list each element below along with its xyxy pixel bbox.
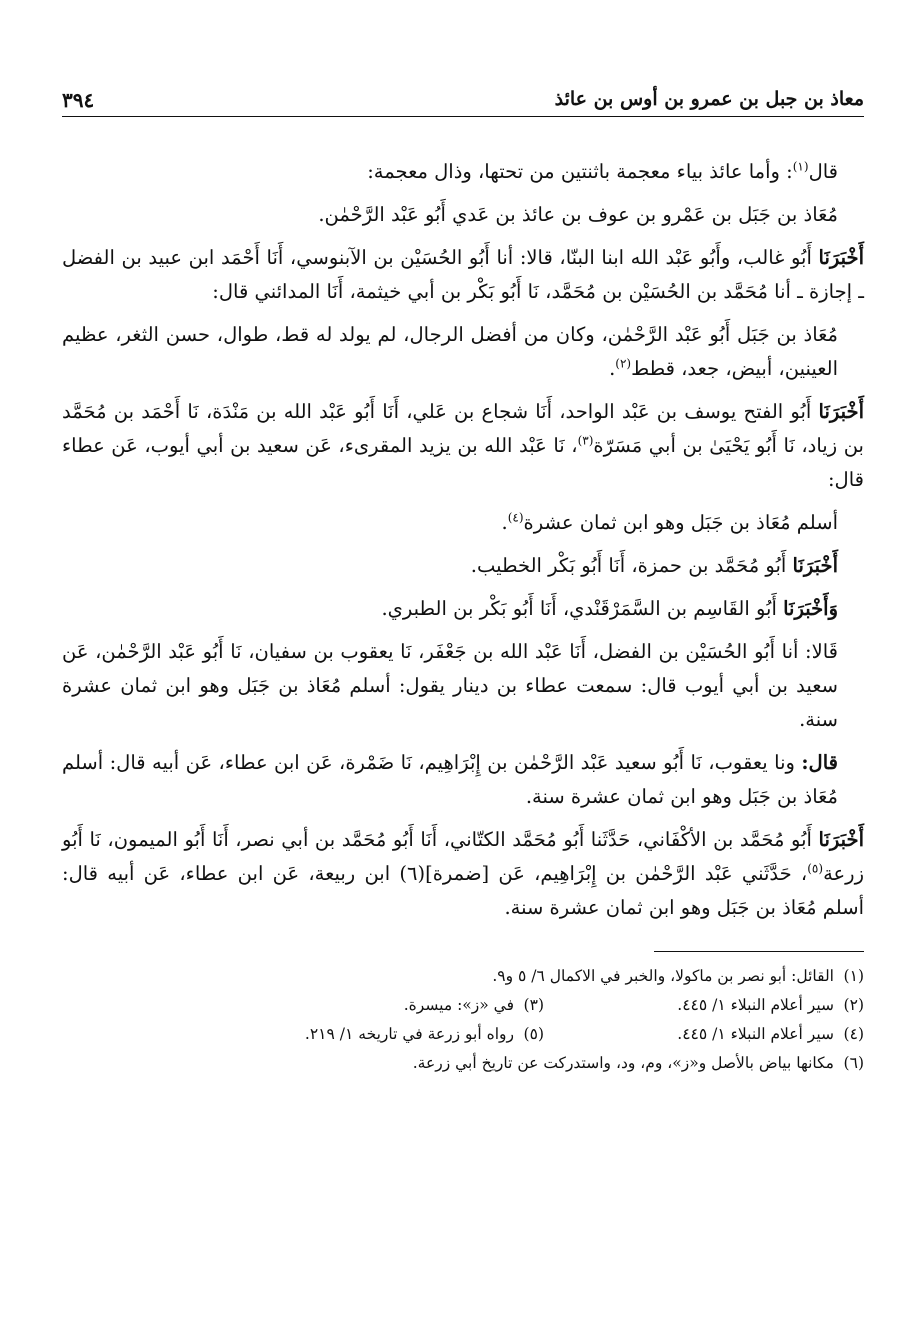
- footnote-row: [62, 1049, 864, 1078]
- main-text: [62, 155, 864, 925]
- paragraph: مُعَاذ بن جَبَل بن عَمْرو بن عوف بن عائذ بن عَدي أَبُو عَبْد الرَّحْمٰن.: [318, 203, 838, 226]
- footnote: (٥)رواه أبو زرعة في تاريخه ١/ ٢١٩.: [304, 1025, 544, 1043]
- page-number: ٣٩٤: [62, 88, 95, 112]
- isnad-keyword: أَخْبَرَنَا: [792, 554, 838, 577]
- footnote: (٢)سير أعلام النبلاء ١/ ٤٤٥.: [677, 996, 864, 1014]
- footnote: (٦)مكانها بياض بالأصل و«ز»، وم، ود، واستدركت عن تاريخ أبي زرعة.: [412, 1054, 864, 1072]
- footnote: (٤)سير أعلام النبلاء ١/ ٤٤٥.: [677, 1025, 864, 1043]
- isnad-keyword: أَخْبَرَنَا: [818, 246, 864, 269]
- paragraph: قَالا: أنا أَبُو الحُسَيْن بن الفضل، أَنَا عَبْد الله بن جَعْفَر، نَا يعقوب بن سفيان، نَا أَبُو عَبْد الرَّحْمٰن، عَن سعيد بن أبي أيوب قال: سمعت عطاء بن دينار يقول: أسلم مُعَاذ بن جَبَل وهو ابن ثمان عشرة سنة.: [62, 640, 838, 731]
- running-header: [62, 84, 864, 117]
- footnote: (١)القائل: أبو نصر بن ماكولا، والخبر في الاكمال ٦/ ٥ و٩.: [492, 967, 864, 985]
- isnad-keyword: أَخْبَرَنَا: [818, 828, 864, 851]
- paragraph: قال: ونا يعقوب، نَا أَبُو سعيد عَبْد الرَّحْمٰن بن إِبْرَاهِيم، نَا ضَمْرة، عَن ابن عطاء، عَن أبيه قال: أسلم مُعَاذ بن جَبَل وهو ابن ثمان عشرة سنة.: [62, 751, 838, 808]
- paragraph: أَخْبَرَنَا أَبُو مُحَمَّد بن الأكْفَاني، حَدَّثَنا أَبُو مُحَمَّد الكتّاني، أَنَا أَبُو مُحَمَّد بن أبي نصر، أَنَا أَبُو الميمون، نَا أَبُو زرعة$^{(٥)}$، حَدَّثَني عَبْد الرَّحْمٰن بن إِبْرَاهِيم، عَن [ضمرة](٦) ابن ربيعة، عَن ابن عطاء، عَن أبيه قال: أسلم مُعَاذ بن جَبَل وهو ابن ثمان عشرة سنة.: [62, 828, 864, 919]
- isnad-keyword: وَأَخْبَرَنَا: [783, 597, 838, 620]
- footnotes: [62, 962, 864, 1078]
- paragraph: أَخْبَرَنَا أَبُو الفتح يوسف بن عَبْد الواحد، أَنَا شجاع بن عَلي، أَنَا أَبُو عَبْد الله بن مَنْدَة، نَا أَحْمَد بن مُحَمَّد بن زياد، نَا أَبُو يَحْيَىٰ بن أبي مَسَرّة$^{(٣)}$، نَا عَبْد الله بن يزيد المقرىء، عَن سعيد بن أبي أيوب، عَن عطاء قال:: [62, 400, 864, 491]
- paragraph: قال$^{(١)}$: وأما عائذ بياء معجمة باثنتين من تحتها، وذال معجمة:: [367, 159, 838, 183]
- footnote-row: [62, 991, 864, 1020]
- isnad-keyword: أَخْبَرَنَا: [818, 400, 864, 423]
- paragraph: وَأَخْبَرَنَا أَبُو القَاسِم بن السَّمَرْقَنْدي، أَنَا أَبُو بَكْر بن الطبري.: [381, 597, 838, 620]
- paragraph: أسلم مُعَاذ بن جَبَل وهو ابن ثمان عشرة$^{(٤)}$.: [501, 510, 838, 534]
- footnote: (٣)في «ز»: ميسرة.: [403, 996, 544, 1014]
- paragraph: أَخْبَرَنَا أَبُو مُحَمَّد بن حمزة، أَنَا أَبُو بَكْر الخطيب.: [470, 554, 838, 577]
- isnad-keyword: قال:: [801, 751, 838, 774]
- page: [62, 84, 864, 1078]
- paragraph: مُعَاذ بن جَبَل أَبُو عَبْد الرَّحْمٰن، وكان من أفضل الرجال، لم يولد له قط، طوال، حسن الثغر، عظيم العينين، أبيض، جعد، قطط$^{(٢)}$.: [62, 323, 838, 380]
- footnote-divider: [654, 951, 864, 952]
- paragraph: أَخْبَرَنَا أَبُو غالب، وأَبُو عَبْد الله ابنا البنّا، قالا: أنا أَبُو الحُسَيْن بن الآبنوسي، أَنَا أَحْمَد ابن عبيد بن الفضل ـ إجازة ـ أنا مُحَمَّد بن الحُسَيْن بن مُحَمَّد، نَا أَبُو بَكْر بن أبي خيثمة، أَنَا المدائني قال:: [62, 246, 864, 303]
- footnote-row: [62, 962, 864, 991]
- footnote-row: [62, 1020, 864, 1049]
- running-title: معاذ بن جبل بن عمرو بن أوس بن عائذ: [554, 88, 864, 110]
